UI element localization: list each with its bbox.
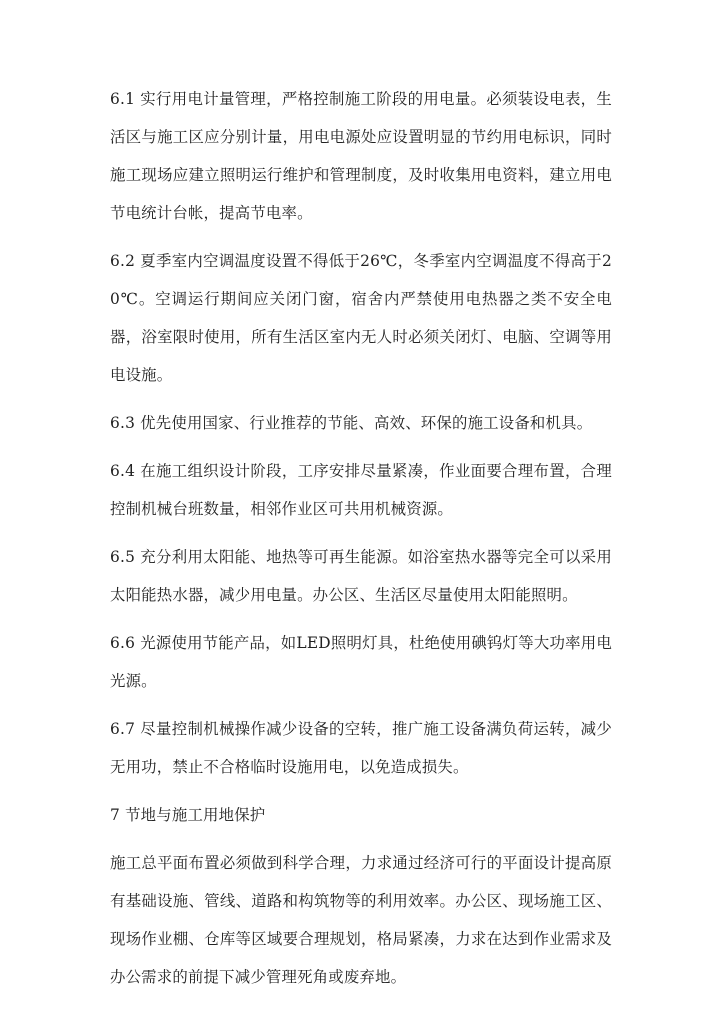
paragraph-6-2: 6.2 夏季室内空调温度设置不得低于26℃，冬季室内空调温度不得高于20℃。空调运行期间应关闭门窗，宿舍内严禁使用电热器之类不安全电器，浴室限时使用，所有生活区室内无人时必须关闭灯、电脑、空调等用电设施。 [110, 252, 612, 384]
section-heading-7: 7 节地与施工用地保护 [110, 806, 266, 824]
paragraph-6-7: 6.7 尽量控制机械操作减少设备的空转，推广施工设备满负荷运转，减少无用功，禁止不合格临时设施用电，以免造成损失。 [110, 720, 612, 776]
paragraph-6-3: 6.3 优先使用国家、行业推荐的节能、高效、环保的施工设备和机具。 [110, 414, 593, 432]
paragraph-6-4: 6.4 在施工组织设计阶段，工序安排尽量紧凑，作业面要合理布置，合理控制机械台班数量，相邻作业区可共用机械资源。 [110, 462, 612, 518]
paragraph-7-body: 施工总平面布置必须做到科学合理，力求通过经济可行的平面设计提高原有基础设施、管线、道路和构筑物等的利用效率。办公区、现场施工区、现场作业棚、仓库等区域要合理规划，格局紧凑，力求在达到作业需求及办公需求的前提下减少管理死角或废弃地。 [110, 854, 612, 986]
paragraph-6-5: 6.5 充分利用太阳能、地热等可再生能源。如浴室热水器等完全可以采用太阳能热水器，减少用电量。办公区、生活区尽量使用太阳能照明。 [110, 548, 612, 604]
paragraph-6-1: 6.1 实行用电计量管理，严格控制施工阶段的用电量。必须装设电表，生活区与施工区应分别计量，用电电源处应设置明显的节约用电标识，同时施工现场应建立照明运行维护和管理制度，及时收集用电资料，建立用电节电统计台帐，提高节电率。 [110, 90, 612, 222]
paragraph-6-6: 6.6 光源使用节能产品，如LED照明灯具，杜绝使用碘钨灯等大功率用电光源。 [110, 634, 612, 690]
document-body [110, 80, 612, 996]
